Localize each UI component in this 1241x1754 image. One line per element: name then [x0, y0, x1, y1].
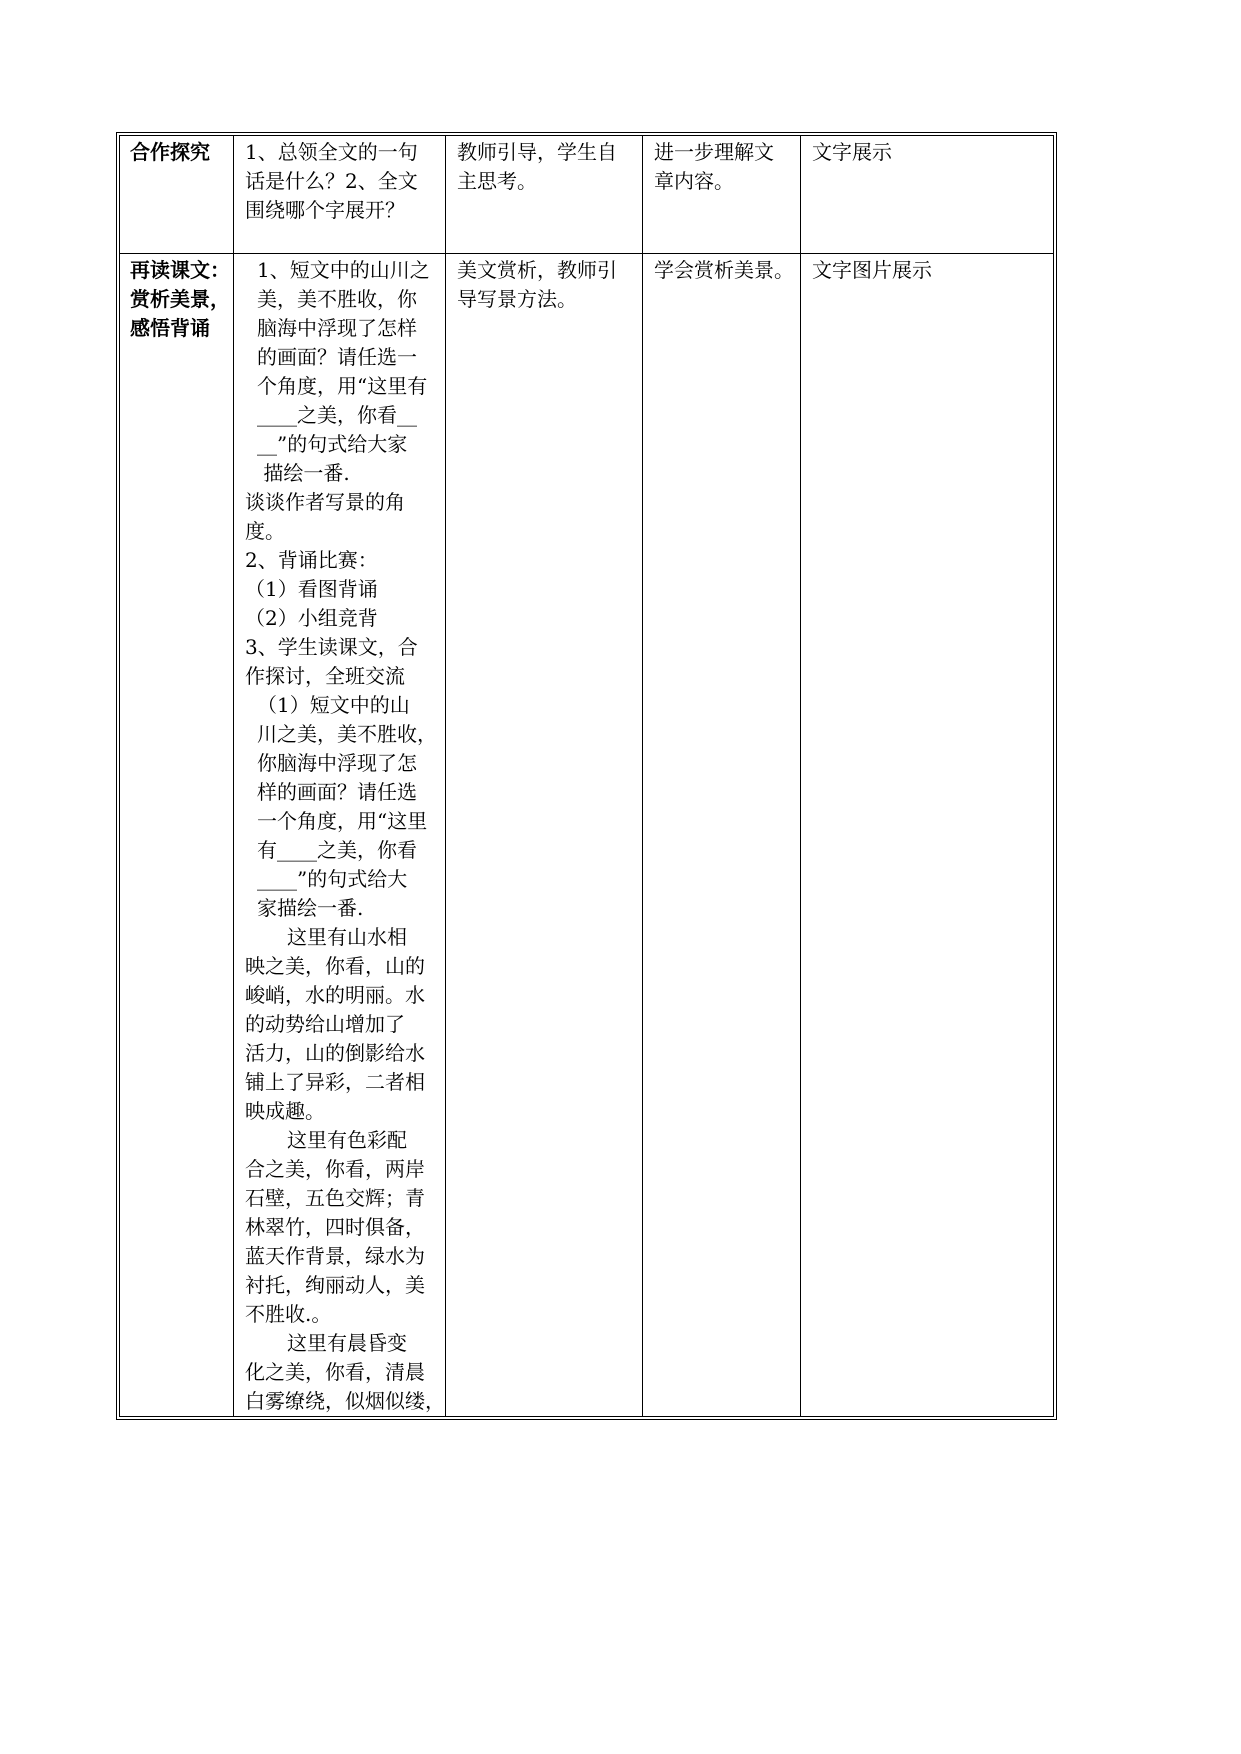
- method-text: 美文赏析，教师引 导写景方法。: [457, 258, 617, 311]
- stage-label: 合作探究: [130, 140, 210, 164]
- lesson-plan-table: [116, 132, 1057, 1420]
- activity-paragraph: （1）看图背诵: [245, 577, 378, 601]
- activity-paragraph: 这里有山水相 映之美，你看，山的 峻峭，水的明丽。水 的动势给山增加了 活力，山的倒影给水 铺上了异彩，二者相 映成趣。: [245, 925, 425, 1123]
- method-cell: [446, 136, 642, 253]
- activity-paragraph: 1、短文中的山川之 美，美不胜收，你 脑海中浮现了怎样 的画面？请任选一 个角度，用“这里有 ____之美，你看__ __”的句式给大家 描绘一番.: [257, 258, 430, 485]
- stage-cell: [120, 254, 233, 1416]
- activity-cell: [234, 254, 445, 1416]
- activity-paragraph: （2）小组竞背: [245, 606, 378, 630]
- activity-paragraph: 这里有晨昏变 化之美，你看，清晨 白雾缭绕，似烟似缕，: [245, 1331, 445, 1413]
- activity-paragraph: 这里有色彩配 合之美，你看，两岸 石壁，五色交辉；青 林翠竹，四时俱备， 蓝天作背景，绿水为 衬托，绚丽动人，美 不胜收.。: [245, 1128, 425, 1326]
- media-cell: [801, 254, 1053, 1416]
- stage-label: 再读课文： 赏析美景， 感悟背诵: [130, 258, 230, 340]
- lesson-plan-table-grid: [119, 135, 1054, 1417]
- activity-paragraph: 1、总领全文的一句 话是什么？2、全文 围绕哪个字展开？: [245, 140, 418, 222]
- activity-paragraph: （1）短文中的山 川之美，美不胜收， 你脑海中浮现了怎 样的画面？请任选 一个角度，用“这里 有____之美，你看 ____”的句式给大 家描绘一番.: [257, 693, 437, 920]
- activity-paragraph: 2、背诵比赛：: [245, 548, 378, 572]
- activity-paragraph: 谈谈作者写景的角 度。: [245, 490, 405, 543]
- goal-cell: [643, 254, 800, 1416]
- activity-paragraph: 3、学生读课文，合 作探讨，全班交流: [245, 635, 418, 688]
- goal-cell: [643, 136, 800, 253]
- method-text: 教师引导，学生自 主思考。: [457, 140, 617, 193]
- goal-text: 学会赏析美景。: [654, 258, 794, 282]
- media-cell: [801, 136, 1053, 253]
- media-text: 文字图片展示: [812, 258, 932, 282]
- goal-text: 进一步理解文 章内容。: [654, 140, 774, 193]
- stage-cell: [120, 136, 233, 253]
- activity-cell: [234, 136, 445, 253]
- method-cell: [446, 254, 642, 1416]
- media-text: 文字展示: [812, 140, 892, 164]
